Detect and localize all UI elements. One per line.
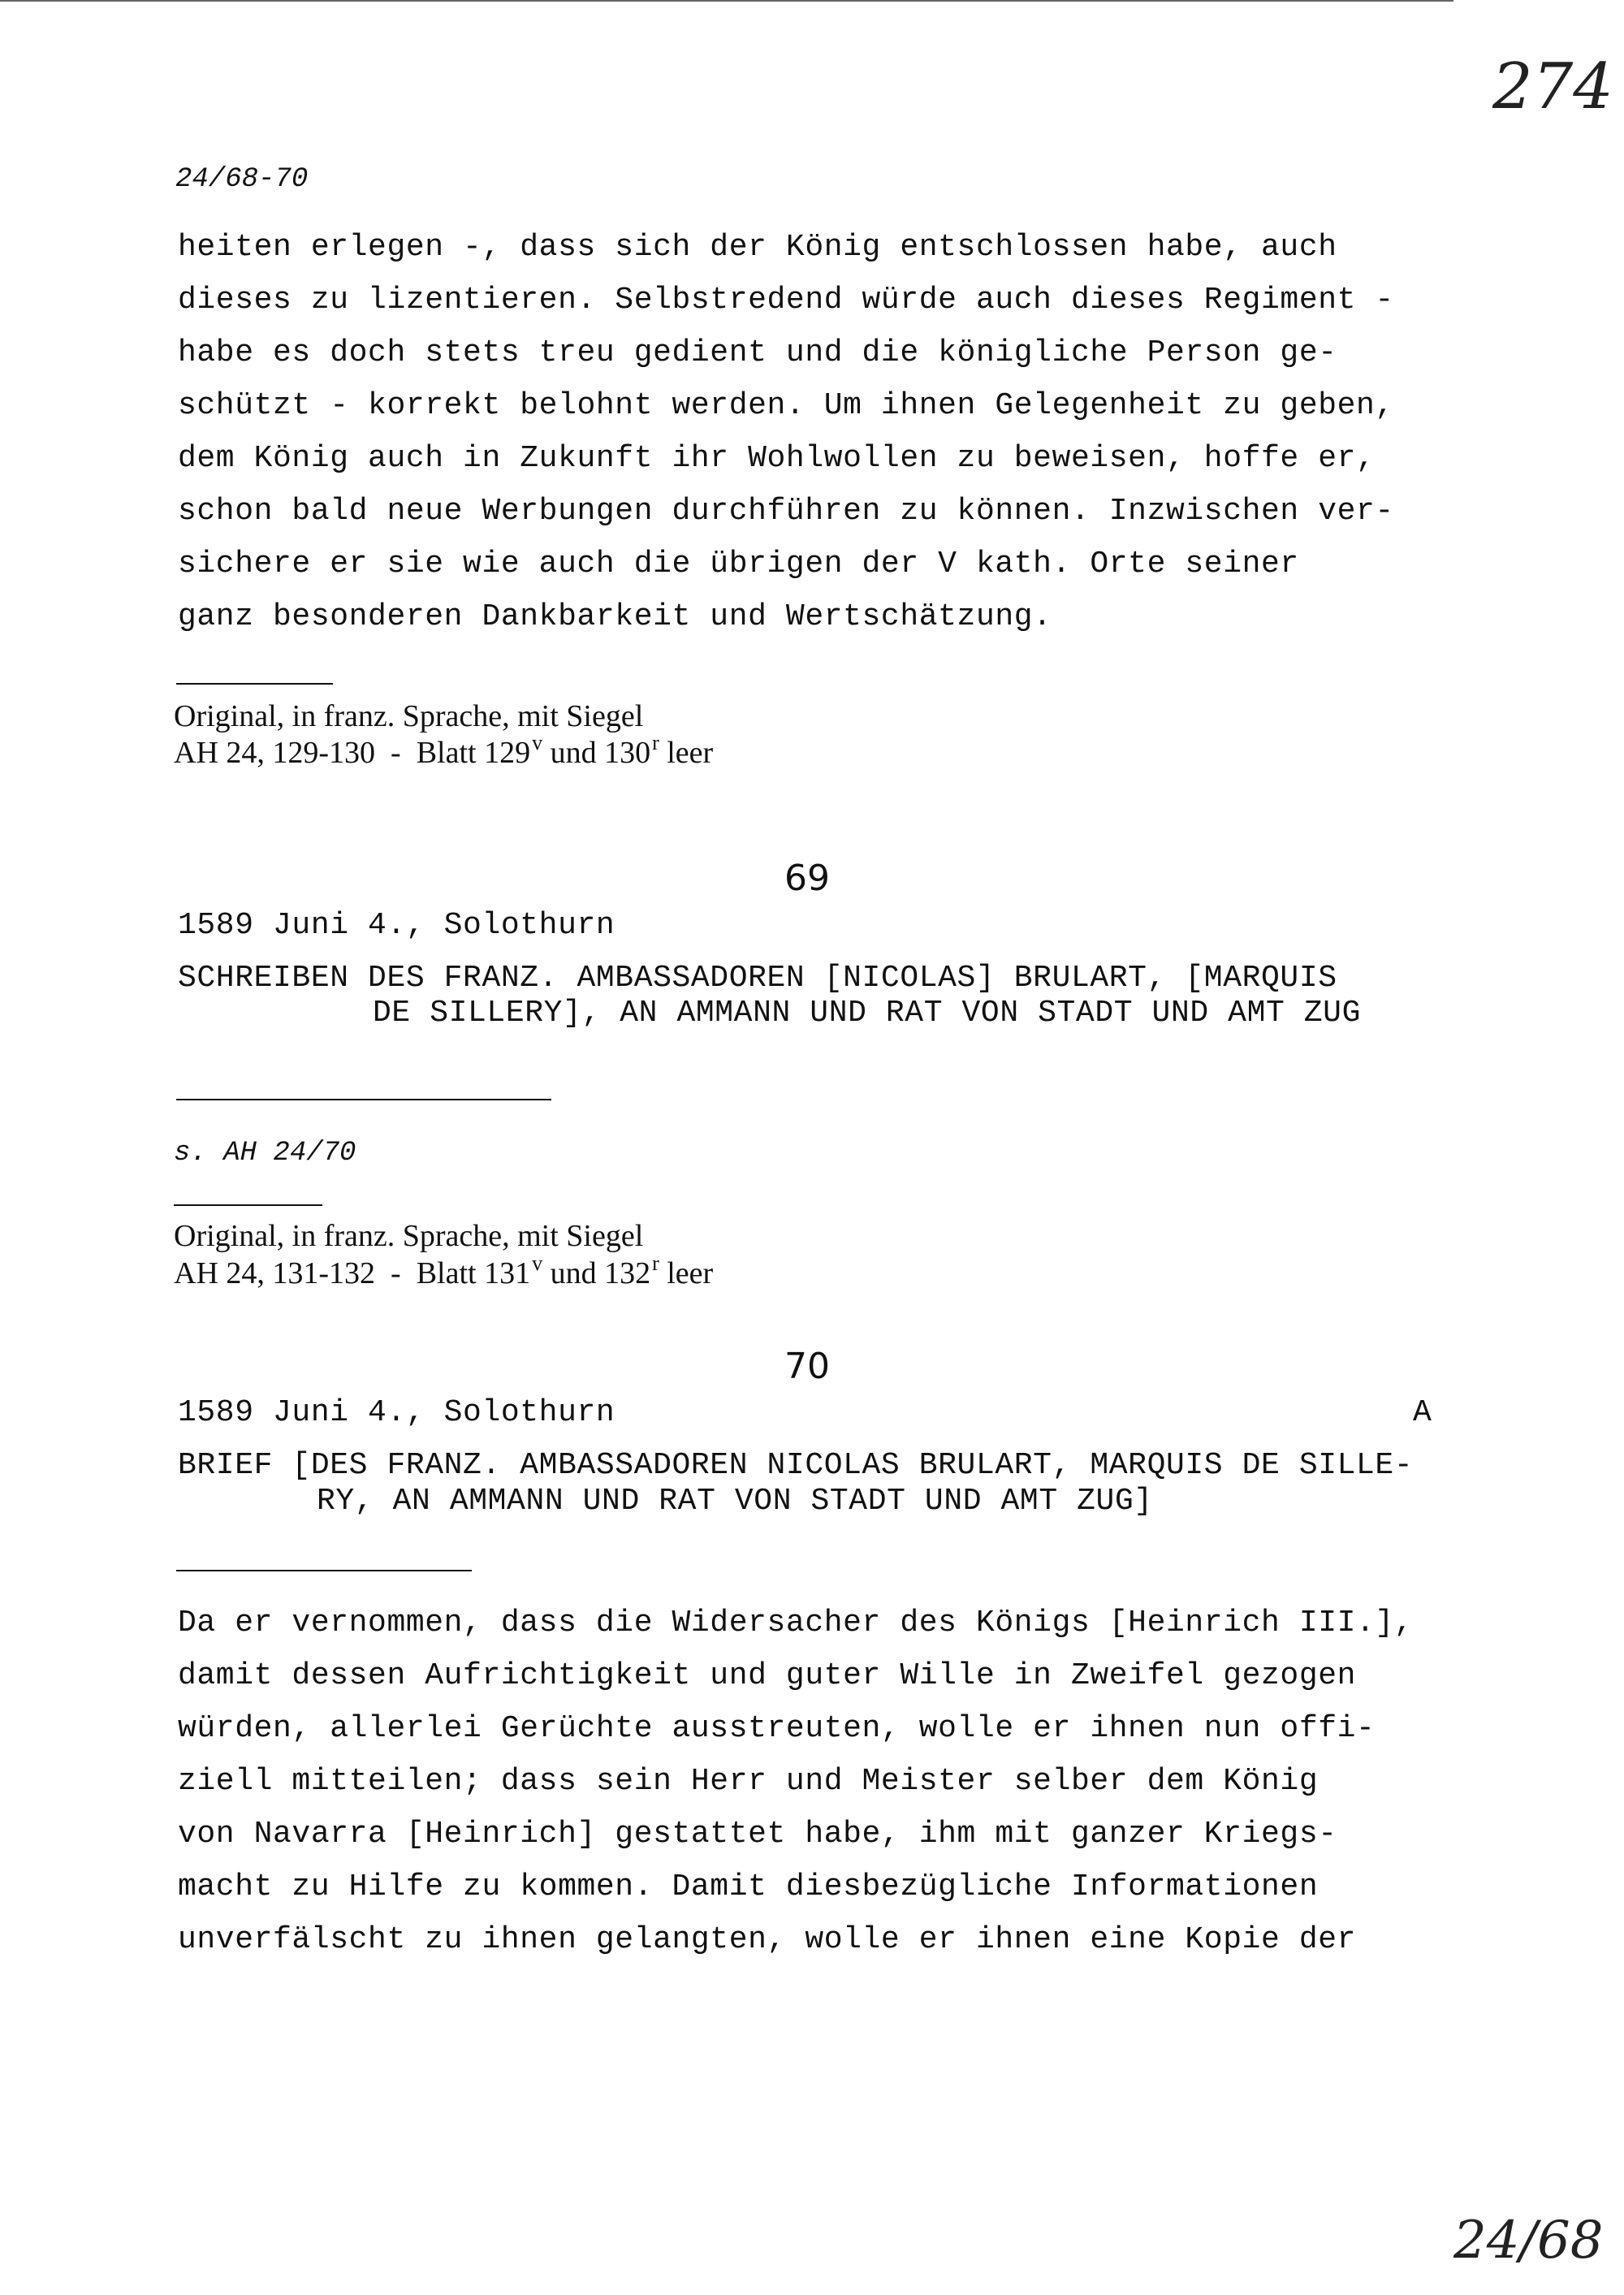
handwritten-footer-ref: 24/68: [1453, 2211, 1604, 2271]
reference-header: 24/68-70: [175, 164, 309, 195]
footnote-divider: [176, 683, 333, 685]
doc70-body-text: [178, 1597, 1477, 1966]
doc68-source-line1: Original, in franz. Sprache, mit Siegel: [174, 699, 644, 733]
doc69-source-line2: [174, 1251, 714, 1291]
folio-superscript: v: [532, 1251, 543, 1275]
doc70-title-line2: RY, AN AMMANN UND RAT VON STADT UND AMT ZUG]: [317, 1484, 1153, 1519]
section-divider: [176, 1099, 551, 1100]
text-line: dem König auch in Zukunft ihr Wohlwollen zu beweisen, hoffe er,: [178, 441, 1376, 476]
text-line: heiten erlegen -, dass sich der König entschlossen habe, auch: [178, 230, 1337, 265]
source-ref-mid: und 132: [542, 1256, 651, 1290]
text-line: habe es doch stets treu gedient und die königliche Person ge-: [178, 335, 1337, 370]
text-line: unverfälscht zu ihnen gelangten, wolle er ihnen eine Kopie der: [178, 1922, 1357, 1957]
folio-superscript: v: [532, 731, 543, 754]
source-ref-end: leer: [659, 736, 714, 770]
text-line: von Navarra [Heinrich] gestattet habe, ihm mit ganzer Kriegs-: [178, 1817, 1337, 1852]
doc70-marker: A: [1413, 1395, 1432, 1430]
doc70-date-place: 1589 Juni 4., Solothurn: [178, 1395, 615, 1430]
doc70-title-line1: BRIEF [DES FRANZ. AMBASSADOREN NICOLAS BRULART, MARQUIS DE SILLE-: [178, 1448, 1414, 1483]
doc69-title-line2: DE SILLERY], AN AMMANN UND RAT VON STADT UND AMT ZUG: [373, 996, 1361, 1031]
text-line: macht zu Hilfe zu kommen. Damit diesbezügliche Informationen: [178, 1869, 1319, 1904]
text-line: dieses zu lizentieren. Selbstredend würde auch dieses Regiment -: [178, 283, 1394, 318]
text-line: schützt - korrekt belohnt werden. Um ihnen Gelegenheit zu geben,: [178, 388, 1394, 423]
doc69-source-line1: Original, in franz. Sprache, mit Siegel: [174, 1219, 644, 1253]
handwritten-page-number: 274: [1492, 50, 1613, 123]
footnote-divider: [174, 1204, 322, 1206]
folio-superscript: r: [652, 731, 659, 754]
text-line: würden, allerlei Gerüchte ausstreuten, wolle er ihnen nun offi-: [178, 1711, 1376, 1746]
doc69-see-reference: [174, 1138, 356, 1169]
source-ref-end: leer: [659, 1256, 714, 1290]
text-line: Da er vernommen, dass die Widersacher des Königs [Heinrich III.],: [178, 1606, 1414, 1640]
doc69-title-line1: SCHREIBEN DES FRANZ. AMBASSADOREN [NICOLAS] BRULART, [MARQUIS: [178, 961, 1337, 996]
text-line: sichere er sie wie auch die übrigen der V kath. Orte seiner: [178, 547, 1299, 581]
source-ref: AH 24, 131-132 - Blatt 131: [174, 1256, 531, 1290]
doc68-source-line2: [174, 731, 714, 771]
see-ref: AH 24/70: [223, 1138, 356, 1169]
source-ref-mid: und 130: [542, 736, 651, 770]
source-ref: AH 24, 129-130 - Blatt 129: [174, 736, 531, 770]
folio-superscript: r: [652, 1251, 659, 1275]
doc69-number: 69: [784, 858, 830, 899]
doc69-date-place: 1589 Juni 4., Solothurn: [178, 908, 615, 943]
text-line: ganz besonderen Dankbarkeit und Wertschätzung.: [178, 599, 1052, 634]
doc68-continuation-text: [178, 221, 1477, 643]
section-divider: [176, 1570, 472, 1571]
doc70-number: 70: [784, 1346, 830, 1387]
text-line: ziell mitteilen; dass sein Herr und Meister selber dem König: [178, 1764, 1319, 1799]
see-prefix: s.: [174, 1138, 207, 1169]
page-top-edge: [0, 0, 1453, 2]
text-line: damit dessen Aufrichtigkeit und guter Wille in Zweifel gezogen: [178, 1658, 1357, 1693]
text-line: schon bald neue Werbungen durchführen zu können. Inzwischen ver-: [178, 494, 1394, 529]
